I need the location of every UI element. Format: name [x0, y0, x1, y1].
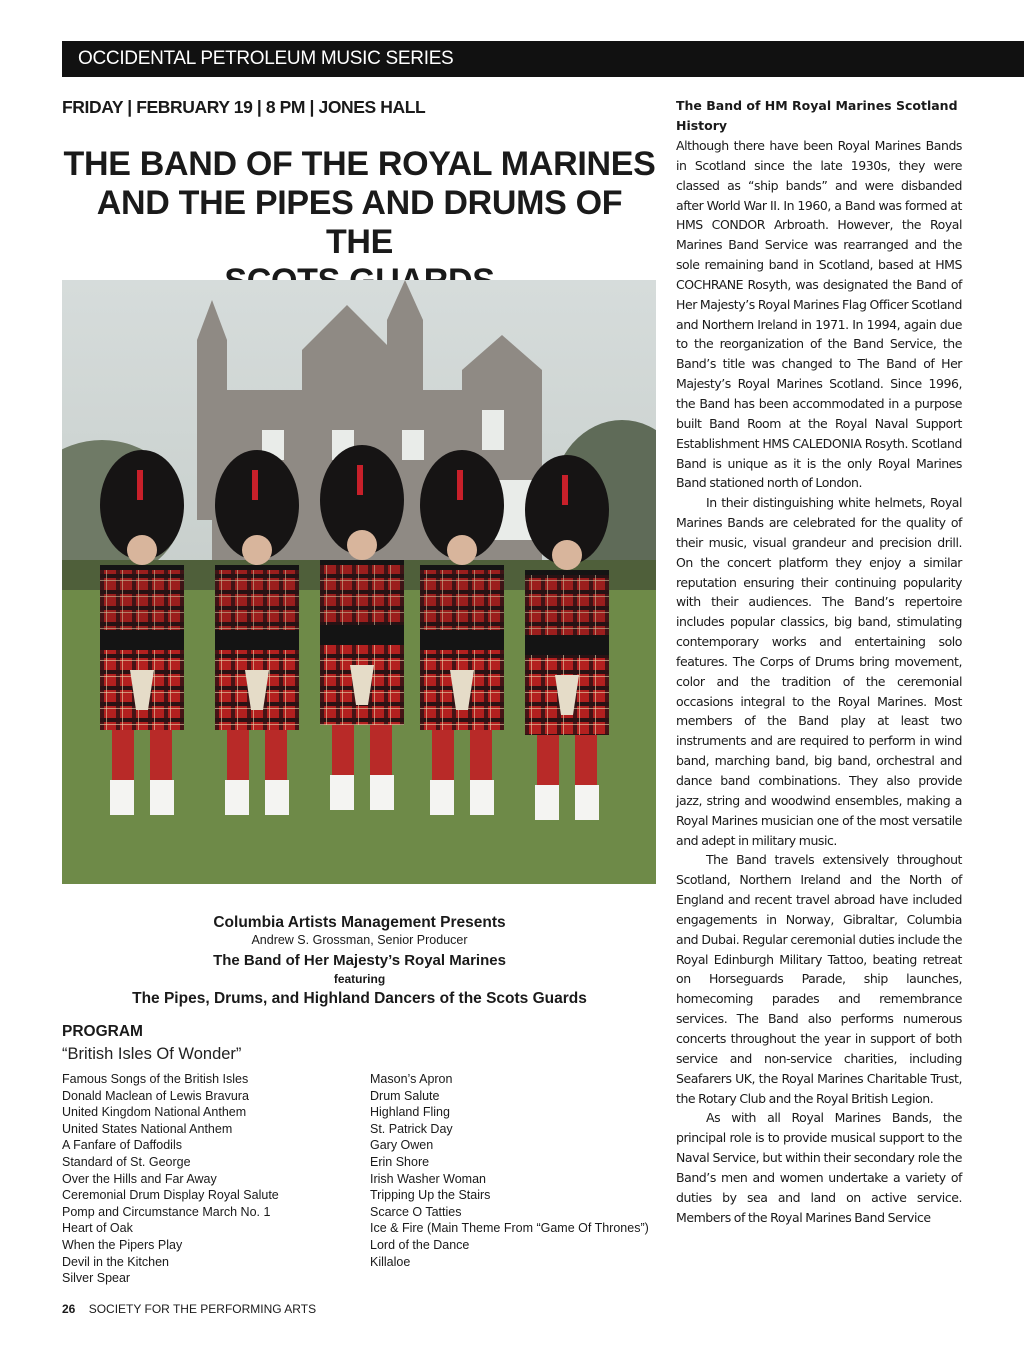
- program-item: United Kingdom National Anthem: [62, 1105, 247, 1120]
- article-paragraph: As with all Royal Marines Bands, the principal role is to provide musical support to the Naval Service, but within their secondary role the Band’s men and women undertake a variety of duties by sea and land on active service. Members of the Royal Marines Band Service: [676, 1110, 962, 1225]
- series-header-bar: [62, 41, 1024, 77]
- article-paragraph: Although there have been Royal Marines Bands in Scotland since the late 1930s, they were classed as “ship bands” and were disbanded after World War II. In 1960, a Band was formed at HMS CONDOR Arbroath. However, the Royal Marines Band Service was rearranged and the sole remaining band in Scotland, based at HMS COCHRANE Rosyth, was designated the Band of Her Majesty’s Royal Marines Flag Officer Scotland and Northern Ireland in 1971. In 1994, again due to the reorganization of the Band Service, the Band’s title was changed to The Band of Her Majesty’s Royal Marines Scotland. Since 1996, the Band has been accommodated in a purpose built Band Room at the Royal Naval Support Establishment HMS CALEDONIA Rosyth. Scotland Band is unique as it is the only Royal Marines Band stationed north of London.: [676, 138, 962, 491]
- program-item: Mason’s Apron: [370, 1072, 453, 1086]
- program-item: Highland Fling: [370, 1105, 450, 1120]
- featured-performers: The Pipes, Drums, and Highland Dancers of the Scots Guards: [132, 990, 587, 1007]
- program-item: Drum Salute: [370, 1088, 440, 1103]
- program-item: St. Patrick Day: [370, 1121, 453, 1136]
- program-item: Standard of St. George: [62, 1154, 191, 1169]
- program-item: Famous Songs of the British Isles: [62, 1072, 249, 1086]
- article-subheading: History: [676, 118, 728, 133]
- featuring-label: featuring: [333, 972, 386, 986]
- program-item: Ceremonial Drum Display Royal Salute: [62, 1188, 279, 1203]
- page-footer: [62, 1302, 316, 1316]
- program-item: Tripping Up the Stairs: [370, 1188, 491, 1203]
- program-item: Erin Shore: [370, 1154, 430, 1169]
- event-details: FRIDAY | FEBRUARY 19 | 8 PM | JONES HALL: [62, 97, 426, 117]
- presenter-credits: [62, 913, 657, 1010]
- program-item: United States National Anthem: [62, 1121, 233, 1136]
- program-list-column-1: [62, 1071, 362, 1287]
- program-item: Devil in the Kitchen: [62, 1254, 170, 1269]
- presenter-line: Columbia Artists Management Presents: [213, 914, 506, 931]
- article-paragraph: In their distinguishing white helmets, Royal Marines Bands are celebrated for the quality of their music, visual grandeur and precision drill. On the concert platform they enjoy a similar reputation ensuring their continuing popularity with their audiences. The Band’s repertoire includes popular classics, big band, stimulating contemporary works and entertaining solo features. The Corps of Drums bring movement, color and the tradition of the ceremonial occasions integral to the Royal Marines. Most members of the Band play at least two instruments and are required to perform in wind band, marching band, big band, orchestral and dance band combinations. They also provide jazz, string and woodwind ensembles, making a Royal Marines musician one of the most versatile and adept in military music.: [676, 495, 962, 848]
- page-number: 26: [62, 1302, 76, 1316]
- program-item: When the Pipers Play: [62, 1237, 183, 1252]
- program-item: Killaloe: [370, 1254, 411, 1269]
- article-paragraph: The Band travels extensively throughout Scotland, Northern Ireland and the North of England and recent travel abroad have included engagements in Norway, Gibraltar, Columbia and Dubai. Regular ceremonial duties include the Royal Edinburgh Military Tattoo, beating retreat on Horseguards Parade, ship launches, homecoming parades and remembrance services. The Band also performs numerous concerts throughout the year in support of both service and non-service charities, including Seafarers UK, the Royal Marines Charitable Trust, the Rotary Club and the Royal British Legion.: [676, 852, 962, 1106]
- program-item: Gary Owen: [370, 1138, 434, 1153]
- title-line-2: AND THE PIPES AND DRUMS OF THE: [96, 184, 623, 261]
- program-list-column-2: [370, 1071, 660, 1270]
- article-heading: The Band of HM Royal Marines Scotland: [676, 98, 958, 113]
- title-line-1: THE BAND OF THE ROYAL MARINES: [63, 145, 656, 183]
- program-item: Over the Hills and Far Away: [62, 1171, 217, 1186]
- producer-line: Andrew S. Grossman, Senior Producer: [251, 933, 468, 947]
- program-item: Lord of the Dance: [370, 1237, 470, 1252]
- program-item: Scarce O Tatties: [370, 1204, 462, 1219]
- program-item: Heart of Oak: [62, 1221, 133, 1236]
- program-item: Pomp and Circumstance March No. 1: [62, 1204, 271, 1219]
- article-column: [676, 96, 962, 1227]
- program-item: Silver Spear: [62, 1271, 131, 1286]
- program-item: Ice & Fire (Main Theme From “Game Of Thrones”): [370, 1221, 649, 1236]
- program-heading: PROGRAM: [62, 1023, 143, 1040]
- band-name: The Band of Her Majesty’s Royal Marines: [213, 952, 506, 969]
- page-title: [62, 145, 657, 301]
- program-item: Irish Washer Woman: [370, 1171, 487, 1186]
- series-title: OCCIDENTAL PETROLEUM MUSIC SERIES: [78, 48, 454, 69]
- band-photo: [62, 280, 656, 884]
- program-item: A Fanfare of Daffodils: [62, 1138, 182, 1153]
- program-subtitle: “British Isles Of Wonder”: [62, 1045, 242, 1063]
- program-item: Donald Maclean of Lewis Bravura: [62, 1088, 249, 1103]
- footer-organization: SOCIETY FOR THE PERFORMING ARTS: [88, 1302, 317, 1316]
